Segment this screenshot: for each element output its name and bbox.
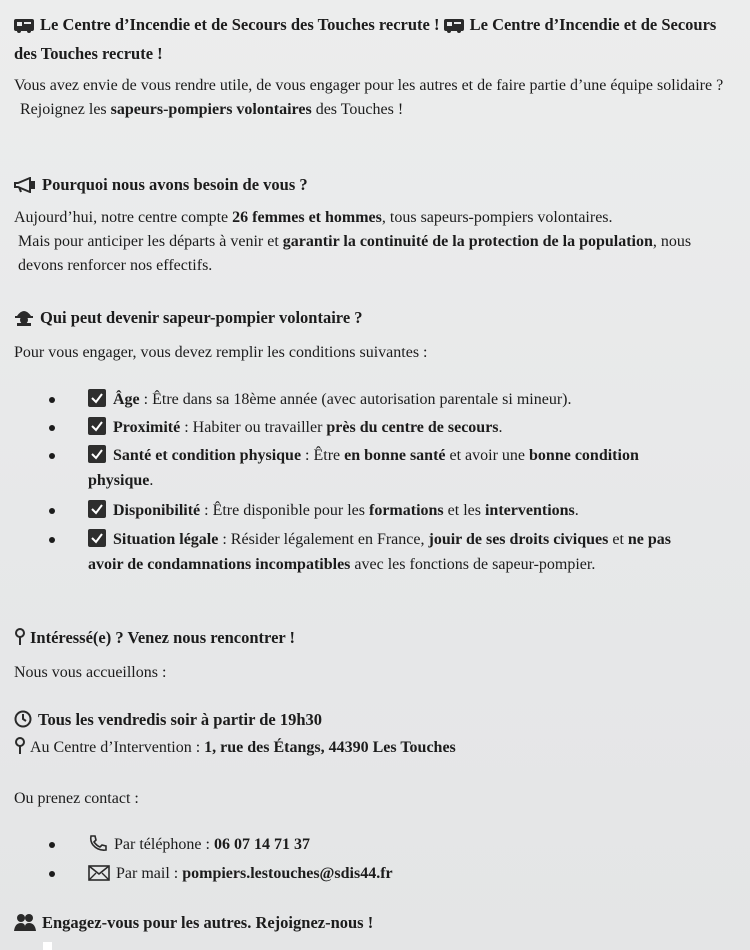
meet-where: Au Centre d’Intervention : 1, rue des Étangs, 44390 Les Touches	[14, 736, 736, 763]
check-box-icon	[88, 389, 106, 407]
pin-icon	[14, 737, 26, 763]
intro-line-2: Rejoignez les sapeurs-pompiers volontaires des Touches !	[20, 101, 404, 118]
list-item: Par mail : pompiers.lestouches@sdis44.fr	[14, 861, 736, 889]
why-title: Pourquoi nous avons besoin de vous ?	[14, 172, 736, 201]
contact-intro: Ou prenez contact :	[14, 790, 139, 807]
why-paragraph	[14, 206, 736, 278]
check-box-icon	[88, 417, 106, 435]
fire-truck-icon	[444, 15, 464, 41]
list-item: Proximité : Habiter ou travailler près du centre de secours.	[14, 415, 736, 440]
megaphone-icon	[14, 175, 36, 201]
who-title: Qui peut devenir sapeur-pompier volontaire ?	[14, 305, 736, 334]
meet-title: Intéressé(e) ? Venez nous rencontrer !	[14, 625, 736, 654]
people-icon	[14, 913, 36, 939]
fire-truck-icon	[14, 15, 34, 41]
phone-icon	[88, 834, 108, 860]
check-box-icon	[88, 500, 106, 518]
meet-intro: Nous vous accueillons :	[14, 664, 167, 681]
footer-cta: Engagez-vous pour les autres. Rejoignez-nous !	[14, 910, 736, 939]
pin-icon	[14, 628, 26, 654]
check-box-icon	[88, 529, 106, 547]
meet-when: Tous les vendredis soir à partir de 19h30	[14, 707, 736, 736]
header-title: Le Centre d’Incendie et de Secours des Touches recrute ! Le Centre d’Incendie et de Secours des Touches recrute !	[14, 15, 717, 63]
list-item: Santé et condition physique : Être en bonne santé et avoir une bonne condition physique.	[14, 443, 736, 493]
why-line-1: Aujourd’hui, notre centre compte 26 femmes et hommes, tous sapeurs-pompiers volontaires.	[14, 209, 613, 226]
list-item: Par téléphone : 06 07 14 71 37	[14, 832, 736, 860]
scan-mark	[43, 942, 52, 950]
firefighter-icon	[14, 308, 34, 334]
check-box-icon	[88, 445, 106, 463]
list-item: Situation légale : Résider légalement en France, jouir de ses droits civiques et ne pas avoir de condamnations incompatibles avec les fonctions de sapeur-pompier.	[14, 527, 736, 577]
list-item: Disponibilité : Être disponible pour les formations et les interventions.	[14, 498, 736, 523]
envelope-icon	[88, 864, 110, 889]
clock-icon	[14, 710, 32, 736]
who-intro: Pour vous engager, vous devez remplir les conditions suivantes :	[14, 344, 428, 361]
intro-line-1: Vous avez envie de vous rendre utile, de vous engager pour les autres et de faire partie d’une équipe solidaire ?	[14, 77, 724, 94]
list-item: Âge : Être dans sa 18ème année (avec autorisation parentale si mineur).	[14, 387, 736, 412]
intro-paragraph	[14, 74, 736, 122]
why-line-2: Mais pour anticiper les départs à venir et garantir la continuité de la protection de la population, nous devons renforcer nos effectifs.	[18, 233, 692, 274]
